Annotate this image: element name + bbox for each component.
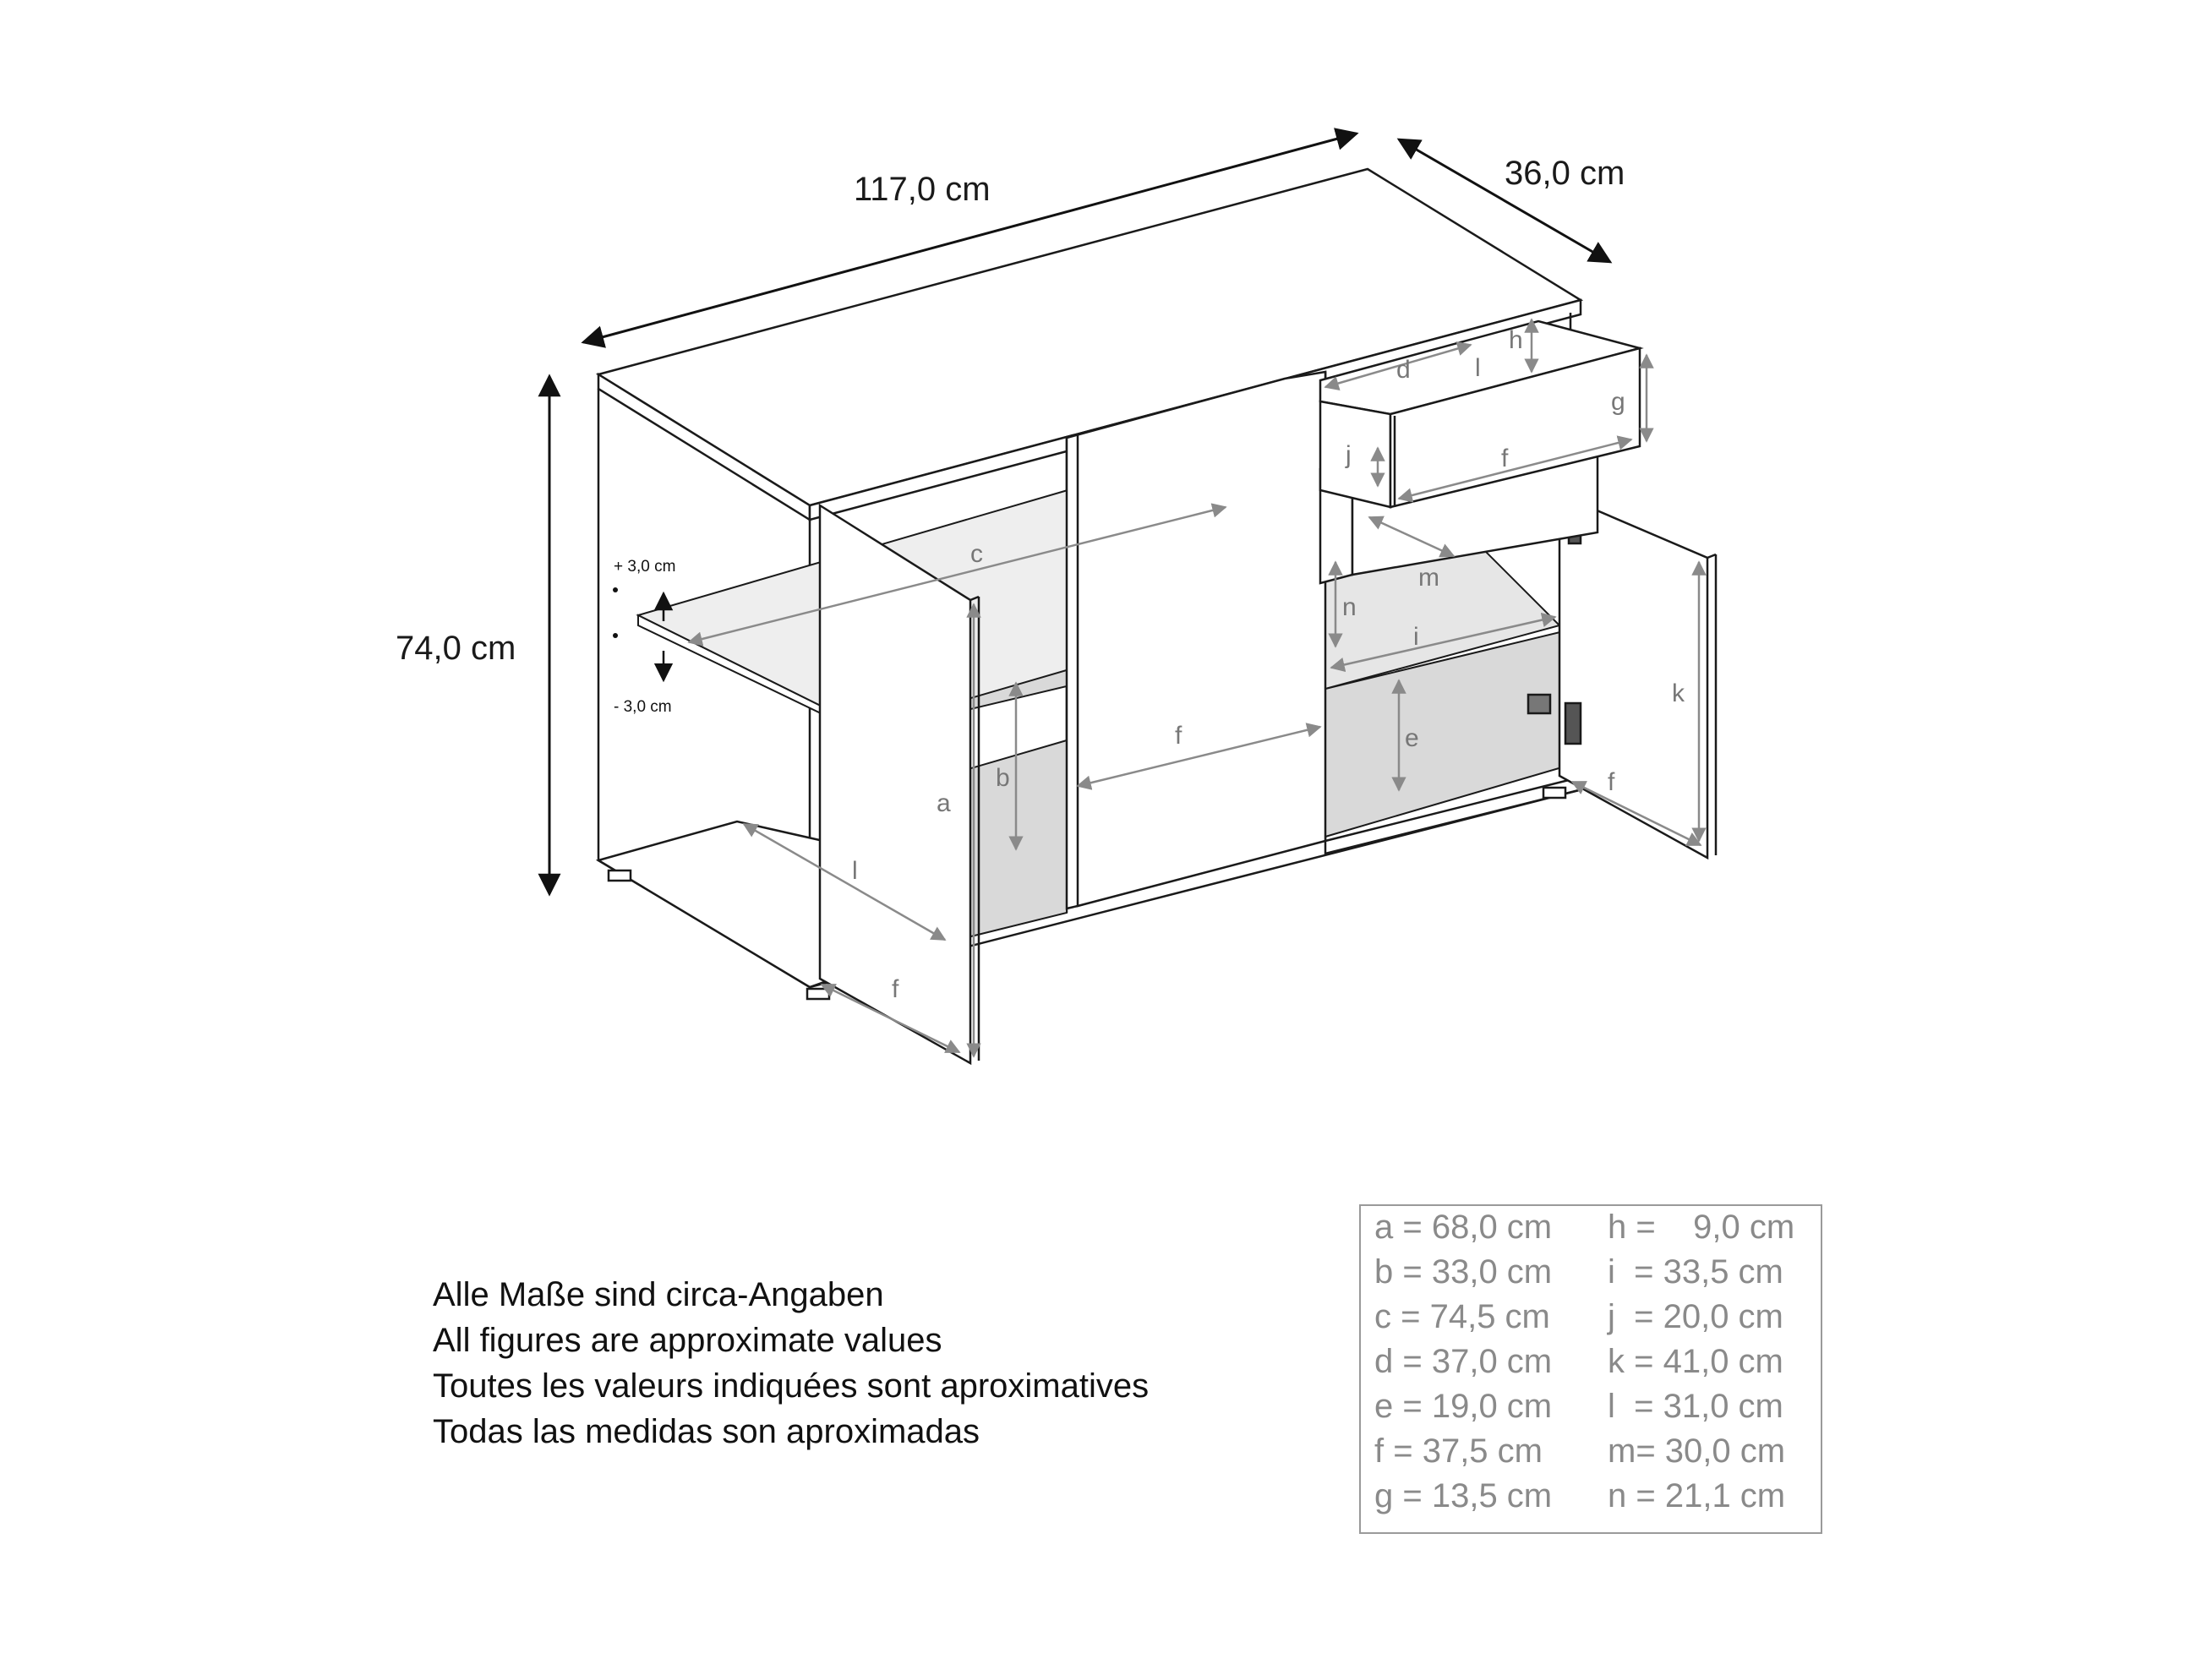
disclaimer-line-es: Todas las medidas son aproximadas (433, 1413, 980, 1450)
dimension-legend-table (1359, 1204, 1822, 1534)
label-e: e (1405, 724, 1419, 752)
label-n: n (1342, 593, 1357, 621)
label-a: a (937, 789, 951, 817)
height-label: 74,0 cm (396, 630, 516, 667)
disclaimer-text (433, 1272, 1149, 1454)
disclaimer-line-en: All figures are approximate values (433, 1322, 942, 1359)
legend-right: h = 9,0 cm (1608, 1209, 1795, 1246)
legend-right: j = 20,0 cm (1608, 1298, 1783, 1335)
legend-right: k = 41,0 cm (1608, 1343, 1783, 1380)
legend-left: c = 74,5 cm (1374, 1298, 1550, 1335)
legend-left: a = 68,0 cm (1374, 1209, 1553, 1246)
legend-left: d = 37,0 cm (1374, 1343, 1553, 1380)
label-d: d (1396, 356, 1411, 384)
middle-front-panel (1067, 372, 1325, 909)
legend-row (1361, 1477, 1821, 1521)
legend-left: b = 33,0 cm (1374, 1253, 1553, 1291)
legend-row (1361, 1343, 1821, 1387)
legend-left: f = 37,5 cm (1374, 1433, 1543, 1470)
label-g: g (1611, 388, 1625, 416)
legend-left: g = 13,5 cm (1374, 1477, 1553, 1514)
label-f-right: f (1608, 768, 1615, 796)
legend-row (1361, 1298, 1821, 1342)
legend-left: e = 19,0 cm (1374, 1388, 1553, 1425)
depth-label: 36,0 cm (1505, 155, 1625, 192)
legend-row (1361, 1209, 1821, 1252)
label-l-left: l (852, 857, 858, 885)
legend-row (1361, 1433, 1821, 1476)
disclaimer-line-de: Alle Maße sind circa-Angaben (433, 1276, 884, 1313)
disclaimer-line-fr: Toutes les valeurs indiquées sont aproximatives (433, 1367, 1150, 1405)
width-label: 117,0 cm (854, 171, 991, 208)
label-f-drawer: f (1501, 445, 1509, 472)
legend-right: n = 21,1 cm (1608, 1477, 1786, 1514)
legend-row (1361, 1253, 1821, 1297)
label-f-left: f (892, 975, 899, 1003)
label-f-middle: f (1175, 722, 1182, 750)
label-l-drawer: l (1475, 354, 1481, 382)
label-i: i (1413, 623, 1419, 651)
label-h: h (1509, 326, 1523, 354)
label-m: m (1418, 564, 1439, 592)
legend-row (1361, 1388, 1821, 1432)
shelf-down-label: - 3,0 cm (614, 698, 672, 716)
label-k: k (1672, 679, 1685, 707)
label-c: c (970, 540, 983, 568)
legend-right: i = 33,5 cm (1608, 1253, 1783, 1291)
shelf-up-label: + 3,0 cm (614, 558, 676, 576)
label-b: b (996, 764, 1010, 792)
legend-right: l = 31,0 cm (1608, 1388, 1783, 1425)
legend-right: m= 30,0 cm (1608, 1433, 1786, 1470)
label-j: j (1346, 441, 1352, 469)
